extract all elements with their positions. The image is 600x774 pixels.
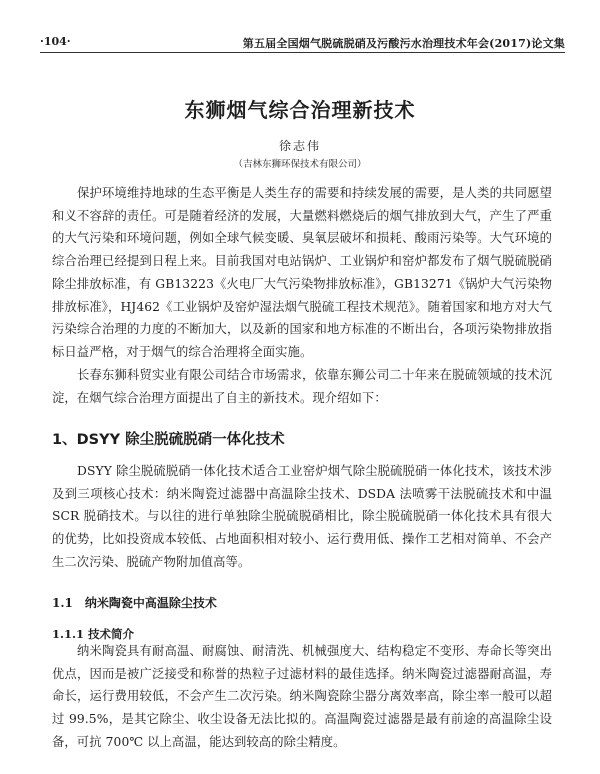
subsection-heading: 1.1 纳米陶瓷中高温除尘技术 xyxy=(52,596,217,610)
intro-paragraph-1: 保护环境维持地球的生态平衡是人类生存的需要和持续发展的需要，是人类的共同愿望和义不容辞的责任。可是随着经济的发展，大量燃料燃烧后的烟气排放到大气，产生了严重的大气污染和环境问题，例如全球气候变暖、臭氧层破坏和损耗、酸雨污染等。大气环境的综合治理已经提到日程上来。目前我国对电站锅炉、工业锅炉和窑炉都发布了烟气脱硫脱硝除尘排放标准，有 GB13223《火电厂大气污染物排放标准》，GB13271《锅炉大气污染物排放标准》，HJ462《工业锅炉及窑炉湿法烟气脱硫工程技术规范》。随着国家和地方对大气污染综合治理的力度的不断加大，以及新的国家和地方标准的不断出台，各项污染物排放指标日益严格，对于烟气的综合治理将全面实施。 xyxy=(52,186,552,359)
page-number: ·104· xyxy=(40,35,71,48)
section-heading: 1、DSYY 除尘脱硫脱硝一体化技术 xyxy=(52,432,285,448)
section-paragraph: DSYY 除尘脱硫脱硝一体化技术适合工业窑炉烟气除尘脱硫脱硝一体化技术，该技术涉及到三项核心技术：纳米陶瓷过滤器中高温除尘技术、DSDA 法喷雾干法脱硫技术和中温 SCR 脱硝技术。与以往的进行单独除尘脱硫脱硝相比，除尘脱硫脱硝一体化技术具有很大的优势，比如投资成本较低、占地面积相对较小、运行费用低、操作工艺相对简单、不会产生二次污染、脱硫产物附加值高等。 xyxy=(52,464,552,569)
article-title: 东狮烟气综合治理新技术 xyxy=(184,98,416,122)
running-title: 第五届全国烟气脱硫脱硝及污酸污水治理技术年会(2017)论文集 xyxy=(242,37,565,50)
author-name: 徐志伟 xyxy=(278,139,321,153)
author-affiliation: （吉林东狮环保技术有限公司） xyxy=(233,159,367,170)
running-header xyxy=(40,34,565,53)
subsection-paragraph: 纳米陶瓷具有耐高温、耐腐蚀、耐清洗、机械强度大、结构稳定不变形、寿命长等突出优点，因而是被广泛接受和称誉的热粒子过滤材料的最佳选择。纳米陶瓷过滤器耐高温，寿命长，运行费用较低，不会产生二次污染。纳米陶瓷除尘器分离效率高，除尘率一般可以超过 99.5%，是其它除尘、收尘设备无法比拟的。高温陶瓷过滤器是最有前途的高温除尘设备，可抗 700℃ 以上高温，能达到较高的除尘精度。 xyxy=(52,644,552,749)
intro-paragraph-2: 长春东狮科贸实业有限公司结合市场需求，依靠东狮公司二十年来在脱硫领域的技术沉淀，在烟气综合治理方面提出了自主的新技术。现介绍如下： xyxy=(52,368,552,405)
subsubsection-heading: 1.1.1 技术简介 xyxy=(52,627,135,641)
